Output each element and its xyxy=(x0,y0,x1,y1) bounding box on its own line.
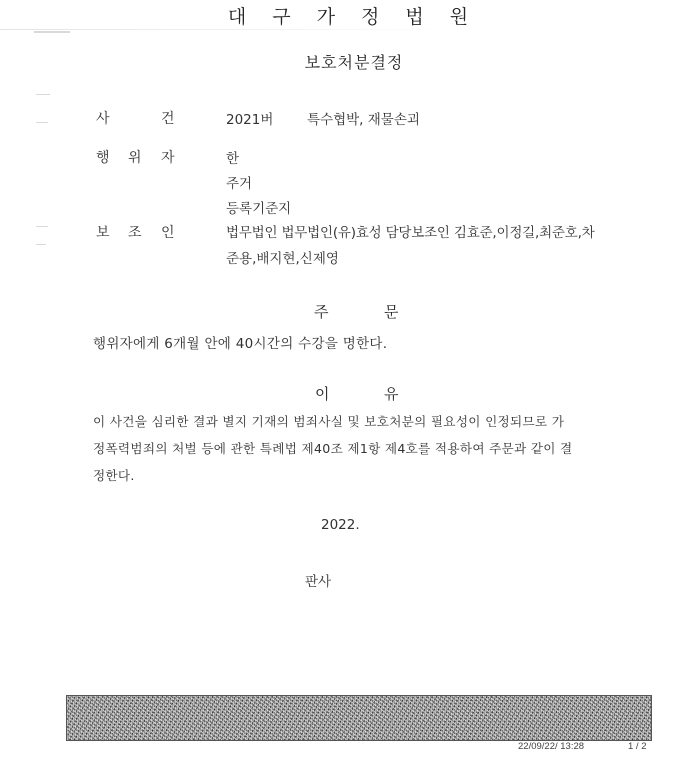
reasons-line-3: 정한다. xyxy=(93,468,135,483)
scan-fold-line xyxy=(0,29,460,30)
assistant-label xyxy=(0,222,200,240)
decision-date: 2022. xyxy=(321,517,360,533)
scan-mark xyxy=(34,31,70,33)
assistant-label-char: 조 xyxy=(128,225,142,241)
judge-label: 판사 xyxy=(305,574,332,590)
reasons-heading-char: 유 xyxy=(384,385,399,403)
page-indicator: 1 / 2 xyxy=(628,741,647,752)
offender-label-char: 위 xyxy=(128,150,142,166)
case-label-char: 건 xyxy=(161,111,175,127)
offender-label xyxy=(0,147,200,165)
fax-timestamp: 22/09/22/ 13:28 xyxy=(518,741,585,752)
redaction-noise-strip xyxy=(66,695,652,741)
case-label xyxy=(0,108,200,126)
offender-label-char: 자 xyxy=(161,150,175,166)
disposition-heading-char: 주 xyxy=(314,303,329,321)
reasons-line-2: 정폭력범죄의 처벌 등에 관한 특례법 제40조 제1항 제4호를 적용하여 주문과 같이 결 xyxy=(93,441,573,456)
reasons-line-1: 이 사건을 심리한 결과 별지 기재의 범죄사실 및 보호처분의 필요성이 인정되므로 가 xyxy=(93,414,565,429)
reasons-heading xyxy=(0,383,500,403)
court-name: 대 구 가 정 법 원 xyxy=(227,6,479,28)
assistant-label-char: 보 xyxy=(96,225,110,241)
disposition-heading xyxy=(0,301,500,321)
case-label-char: 사 xyxy=(96,111,110,127)
assistant-line-2: 준용,배지현,신제영 xyxy=(226,251,339,267)
assistant-line-1: 법무법인 법무법인(유)효성 담당보조인 김효준,이정길,최준호,차 xyxy=(226,225,595,241)
assistant-label-char: 인 xyxy=(161,225,175,241)
reasons-heading-char: 이 xyxy=(315,385,330,403)
scan-mark xyxy=(36,244,46,245)
disposition-heading-char: 문 xyxy=(384,303,399,321)
case-charge: 특수협박, 재물손괴 xyxy=(307,112,420,128)
scan-mark xyxy=(36,94,50,95)
offender-label-char: 행 xyxy=(96,150,110,166)
offender-registration-label: 등록기준지 xyxy=(226,201,292,217)
disposition-text: 행위자에게 6개월 안에 40시간의 수강을 명한다. xyxy=(93,336,388,352)
document-title: 보호처분결정 xyxy=(304,53,404,72)
offender-address-label: 주거 xyxy=(226,176,253,192)
offender-name: 한 xyxy=(226,151,240,167)
case-number: 2021버 xyxy=(226,112,274,128)
